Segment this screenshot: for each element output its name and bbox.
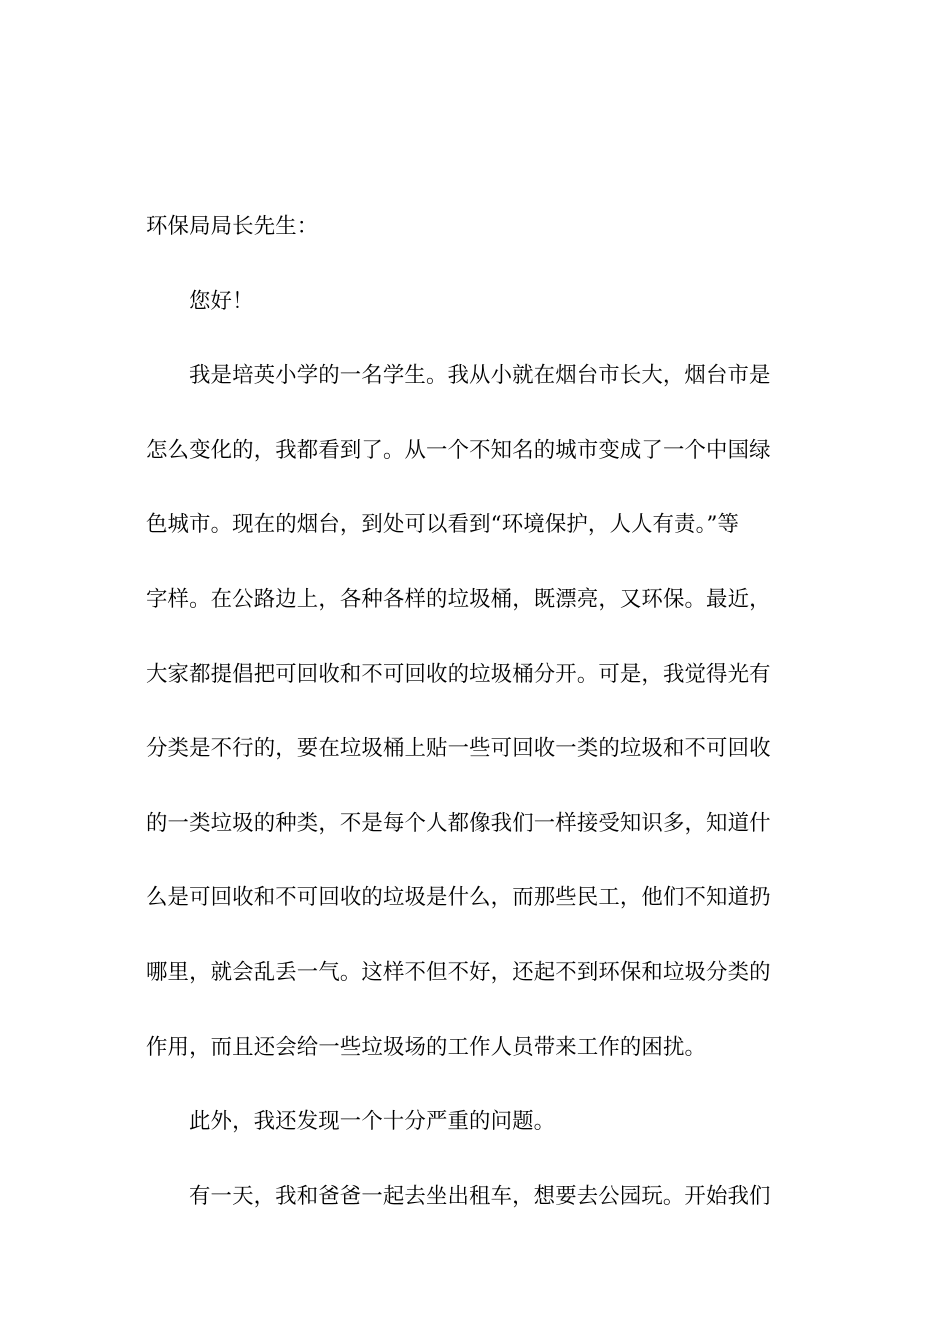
paragraph-1-line: 色城市。现在的烟台，到处可以看到“环境保护，人人有责。”等 <box>146 512 740 538</box>
paragraph-1-line: 作用，而且还会给一些垃圾场的工作人员带来工作的困扰。 <box>146 1034 707 1060</box>
paragraph-1-line: 分类是不行的，要在垃圾桶上贴一些可回收一类的垃圾和不可回收 <box>146 736 771 762</box>
paragraph-1-line: 怎么变化的，我都看到了。从一个不知名的城市变成了一个中国绿 <box>146 437 771 463</box>
paragraph-1-line: 字样。在公路边上，各种各样的垃圾桶，既漂亮，又环保。最近， <box>146 586 771 612</box>
letter-body <box>146 205 806 1249</box>
paragraph-1-line: 大家都提倡把可回收和不可回收的垃圾桶分开。可是，我觉得光有 <box>146 661 771 687</box>
greeting: 您好！ <box>189 288 254 314</box>
salutation: 环保局局长先生： <box>146 214 319 239</box>
paragraph-1-line: 么是可回收和不可回收的垃圾是什么，而那些民工，他们不知道扔 <box>146 885 771 911</box>
paragraph-2: 此外，我还发现一个十分严重的问题。 <box>189 1109 556 1135</box>
paragraph-1-line: 哪里，就会乱丢一气。这样不但不好，还起不到环保和垃圾分类的 <box>146 959 771 985</box>
paragraph-1-line: 的一类垃圾的种类，不是每个人都像我们一样接受知识多，知道什 <box>146 810 771 836</box>
paragraph-3-line: 有一天，我和爸爸一起去坐出租车，想要去公园玩。开始我们 <box>189 1183 771 1209</box>
paragraph-1-line: 我是培英小学的一名学生。我从小就在烟台市长大，烟台市是 <box>189 363 771 389</box>
